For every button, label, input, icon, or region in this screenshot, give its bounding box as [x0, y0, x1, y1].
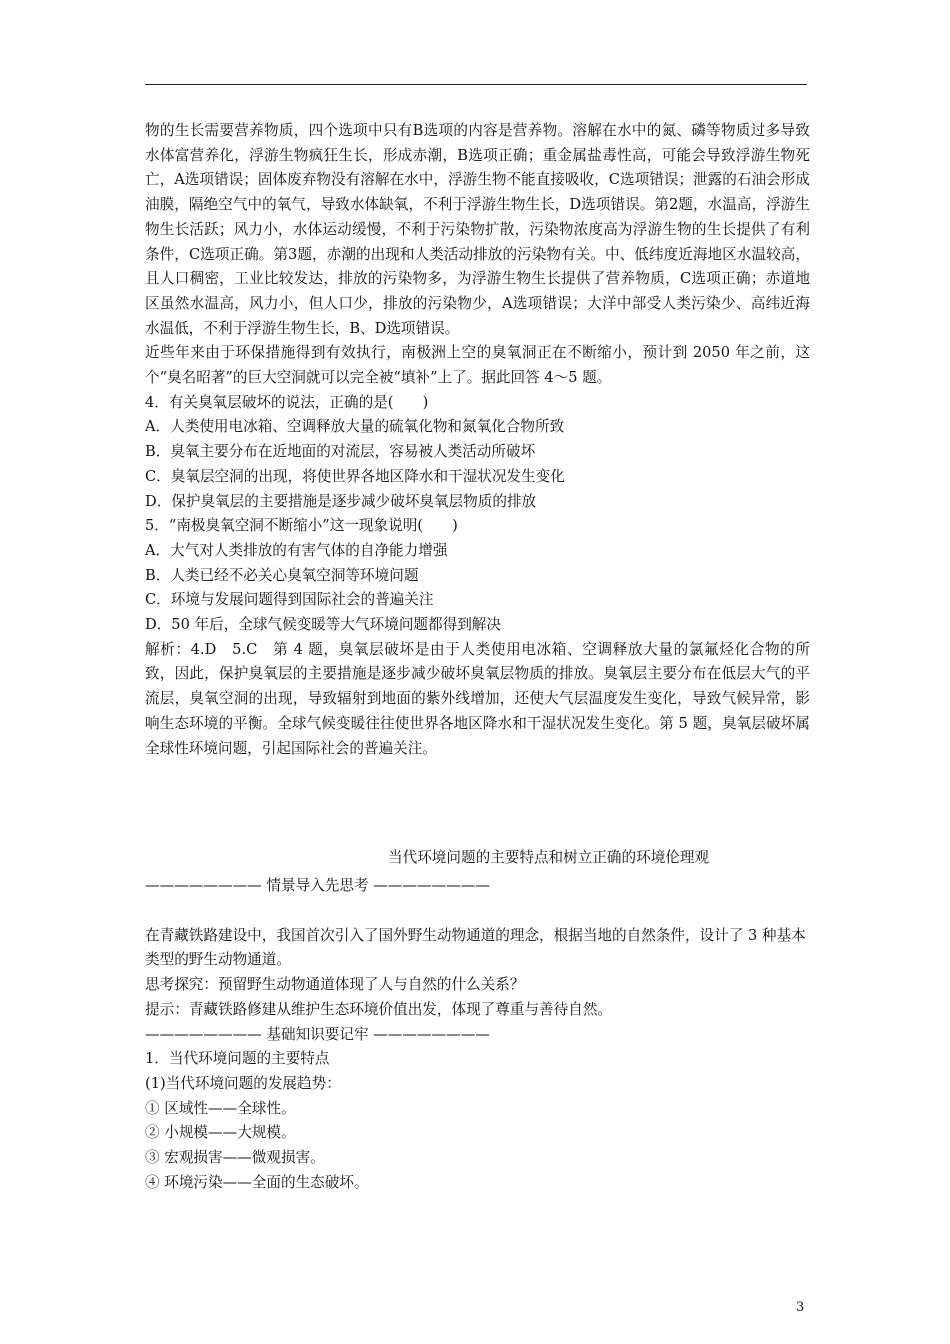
question-5-option-b: B．人类已经不必关心臭氧空洞等环境问题 — [145, 566, 419, 584]
scenario-paragraph: 在青藏铁路建设中，我国首次引入了国外野生动物通道的理念，根据当地的自然条件，设计了 3 种基本类型的野生动物通道。 — [145, 926, 806, 969]
scenario-divider: ———————— 情景导入先思考 ———————— — [145, 877, 490, 894]
answer-explanation: 物的生长需要营养物质，四个选项中只有B选项的内容是营养物。溶解在水中的氮、磷等物质过多导致水体富营养化，浮游生物疯狂生长，形成赤潮，B选项正确；重金属盐毒性高，可能会导致浮游生物死亡，A选项错误；固体废弃物没有溶解在水中，浮游生物不能直接吸收，C选项错误；泄露的石油会形成油膜，隔绝空气中的氧气，导致水体缺氧，不利于浮游生物生长，D选项错误。第2题，水温高，浮游生物生长活跃；风力小，水体运动缓慢，不利于污染物扩散，污染物浓度高为浮游生物的生长提供了有利条件，C选项正确。第3题，赤潮的出现和人类活动排放的污染物有关。中、低纬度近海地区水温较高，且人口稠密，工业比较发达，排放的污染物多，为浮游生物生长提供了营养物质，C选项正确；赤道地区虽然水温高，风力小，但人口少，排放的污染物少，A选项错误；大洋中部受人类污染少、高纬近海水温低，不利于浮游生物生长，B、D选项错误。 — [145, 122, 810, 337]
trend-item: ② 小规模——大规模。 — [145, 1124, 296, 1142]
point-1-subheading: (1)当代环境问题的发展趋势： — [145, 1074, 341, 1092]
question-5-stem: 5．“南极臭氧空洞不断缩小”这一现象说明( ) — [145, 517, 458, 535]
question-4-option-d: D．保护臭氧层的主要措施是逐步减少破坏臭氧层物质的排放 — [145, 492, 537, 510]
trend-item: ④ 环境污染——全面的生态破坏。 — [145, 1173, 369, 1191]
question-5-option-c: C．环境与发展问题得到国际社会的普遍关注 — [145, 591, 434, 609]
point-1-heading: 1．当代环境问题的主要特点 — [145, 1050, 330, 1068]
question-4-stem: 4．有关臭氧层破坏的说法，正确的是( ) — [145, 393, 429, 411]
question-4-option-b: B．臭氧主要分布在近地面的对流层，容易被人类活动所破坏 — [145, 443, 536, 461]
hint-paragraph: 提示：青藏铁路修建从维护生态环境价值出发，体现了尊重与善待自然。 — [145, 1000, 613, 1018]
knowledge-divider: ———————— 基础知识要记牢 ———————— — [145, 1025, 490, 1043]
header-rule — [145, 84, 807, 85]
question-intro: 近些年来由于环保措施得到有效执行，南极洲上空的臭氧洞正在不断缩小，预计到 2050 年之前，这个“臭名昭著”的巨大空洞就可以完全被“填补”上了。据此回答 4～5 题。 — [145, 344, 810, 387]
trend-item: ① 区域性——全球性。 — [145, 1099, 296, 1117]
trend-item: ③ 宏观损害——微观损害。 — [145, 1149, 325, 1167]
question-5-option-d: D．50 年后，全球气候变暖等大气环境问题都得到解决 — [145, 616, 501, 634]
analysis-paragraph: 解析：4.D 5.C 第 4 题，臭氧层破坏是由于人类使用电冰箱、空调释放大量的氯氟烃化合物的所致，因此，保护臭氧层的主要措施是逐步减少破坏臭氧层物质的排放。臭氧层主要分布在低层大气的平流层，臭氧空洞的出现，导致辐射到地面的紫外线增加，还使大气层温度发生变化，导致气候异常，影响生态环境的平衡。全球气候变暖往往使世界各地区降水和干湿状况发生变化。第 5 题，臭氧层破坏属全球性环境问题，引起国际社会的普遍关注。 — [145, 640, 810, 757]
main-text — [145, 119, 810, 761]
question-4-option-c: C．臭氧层空洞的出现，将使世界各地区降水和干湿状况发生变化 — [145, 467, 565, 485]
section-title: 当代环境问题的主要特点和树立正确的环境伦理观 — [388, 849, 710, 866]
think-question: 思考探究：预留野生动物通道体现了人与自然的什么关系？ — [145, 976, 525, 994]
page-number: 3 — [796, 1300, 805, 1315]
section-body — [145, 874, 810, 1195]
question-5-option-a: A．大气对人类排放的有害气体的自净能力增强 — [145, 541, 448, 559]
question-4-option-a: A．人类使用电冰箱、空调释放大量的硫氧化物和氮氧化合物所致 — [145, 418, 565, 436]
